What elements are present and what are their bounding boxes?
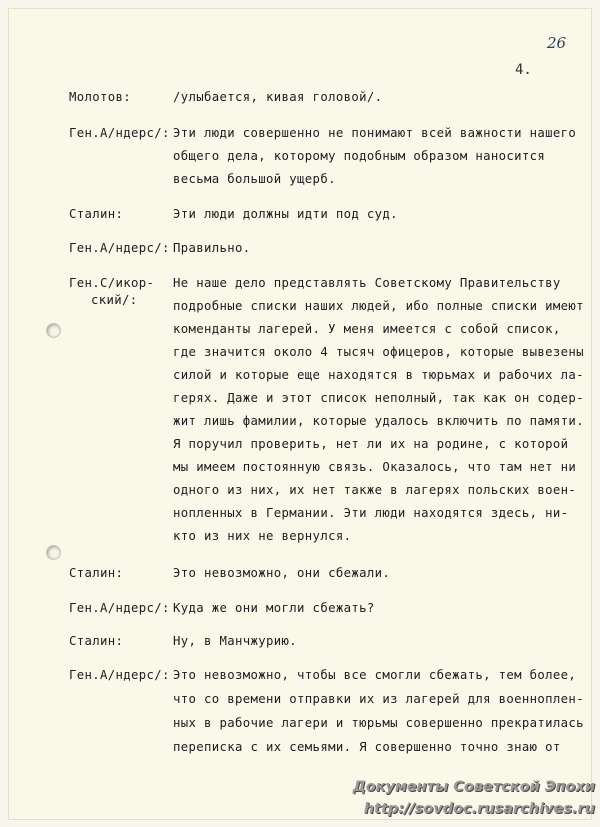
speech-line: одного из них, их нет также в лагерях польских воен- xyxy=(173,483,577,497)
speech-line: Это невозможно, они сбежали. xyxy=(173,566,391,580)
speech-line: жит лишь фамилии, которые удалось включить по памяти. xyxy=(173,414,584,428)
speech-line: герях. Даже и этот список неполный, так как он содер- xyxy=(173,391,584,405)
speaker-label: Сталин: xyxy=(69,207,124,221)
speech-line: Это невозможно, чтобы все смогли сбежать, тем более, xyxy=(173,668,577,682)
speaker-label: Ген.А/ндерс/: xyxy=(69,601,170,615)
speaker-label: Молотов: xyxy=(69,90,132,104)
speech-line: коменданты лагерей. У меня имеется с собой список, xyxy=(173,322,561,336)
speech-line: силой и которые еще находятся в тюрьмах и рабочих ла- xyxy=(173,368,584,382)
speech-line: мы имеем постоянную связь. Оказалось, что там нет ни xyxy=(173,460,577,474)
speech-line: Куда же они могли сбежать? xyxy=(173,601,375,615)
speech-line: /улыбается, кивая головой/. xyxy=(173,90,383,104)
watermark-url: http://sovdoc.rusarchives.ru xyxy=(363,801,595,817)
speech-line: ных в рабочие лагери и тюрьмы совершенно прекратилась xyxy=(173,716,584,730)
speaker-label: Ген.А/ндерс/: xyxy=(69,126,170,140)
punch-hole xyxy=(47,546,60,559)
speech-line: Эти люди должны идти под суд. xyxy=(173,207,398,221)
speech-line: общего дела, которому подобным образом наносится xyxy=(173,149,546,163)
speech-line: Ну, в Манчжурию. xyxy=(173,634,298,648)
watermark-title: Документы Советской Эпохи xyxy=(352,779,595,795)
speech-line: переписка с их семьями. Я совершенно точно знаю от xyxy=(173,740,561,754)
speech-line: Я поручил проверить, нет ли их на родине, с которой xyxy=(173,437,569,451)
speech-line: кто из них не вернулся. xyxy=(173,529,352,543)
speaker-label: Сталин: xyxy=(69,634,124,648)
speech-line: что со времени отправки их из лагерей для военноплен- xyxy=(173,692,584,706)
punch-hole xyxy=(47,324,60,337)
speech-line: нопленных в Германии. Эти люди находятся здесь, ни- xyxy=(173,506,569,520)
speaker-label-continuation: ский/: xyxy=(91,293,138,307)
speech-line: подробные списки наших людей, ибо полные списки имеют xyxy=(173,299,584,313)
speaker-label: Сталин: xyxy=(69,566,124,580)
speaker-label: Ген.А/ндерс/: xyxy=(69,241,170,255)
page-number: 26 xyxy=(547,34,567,52)
speech-line: Не наше дело представлять Советскому Правительству xyxy=(173,276,561,290)
speech-line: весьма большой ущерб. xyxy=(173,172,336,186)
corner-mark: 4. xyxy=(515,62,532,78)
speaker-label: Ген.А/ндерс/: xyxy=(69,668,170,682)
speech-line: где значится около 4 тысяч офицеров, которые вывезены xyxy=(173,345,584,359)
speech-line: Эти люди совершенно не понимают всей важности нашего xyxy=(173,126,577,140)
speaker-label: Ген.С/икор- xyxy=(69,276,155,290)
speech-line: Правильно. xyxy=(173,241,251,255)
